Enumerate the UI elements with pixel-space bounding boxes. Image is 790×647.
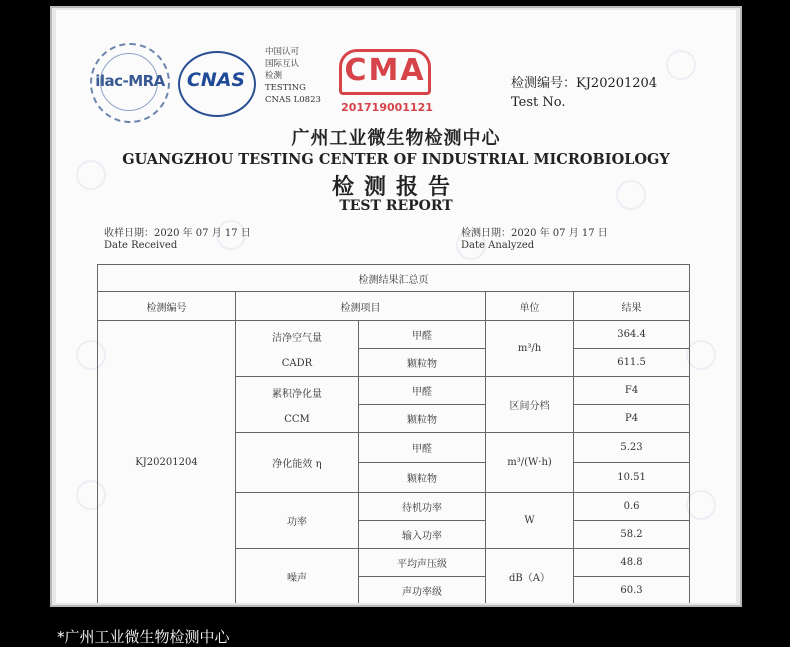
cma-logo-text: CMA xyxy=(344,53,426,88)
result-cell: 611.5 xyxy=(574,349,690,377)
sample-id-cell: KJ20201204 xyxy=(98,321,236,604)
item-label: 洁净空气量 xyxy=(272,332,322,344)
cma-logo xyxy=(339,49,435,99)
date-received-en: Date Received xyxy=(104,240,178,251)
sub-item: 颗粒物 xyxy=(359,463,486,493)
unit-cell: dB（A） xyxy=(486,549,574,604)
sub-item: 平均声压级 xyxy=(359,549,486,577)
item-label: 累积净化量 xyxy=(272,388,322,400)
date-analyzed-en: Date Analyzed xyxy=(461,240,535,251)
cnas-line: 检测 xyxy=(265,71,283,81)
result-cell: 5.23 xyxy=(574,433,690,463)
item-efficiency xyxy=(236,433,359,493)
item-noise xyxy=(236,549,359,604)
report-frame xyxy=(50,6,742,607)
result-cell: 58.2 xyxy=(574,521,690,549)
result-cell: 48.8 xyxy=(574,549,690,577)
cnas-logo-text: CNAS xyxy=(186,69,246,91)
report-title-cn: 检测报告 xyxy=(331,174,460,200)
date-analyzed xyxy=(461,228,608,252)
unit-cell: 区间分档 xyxy=(486,377,574,433)
sub-item: 声功率级 xyxy=(359,577,486,604)
report-title-en: TEST REPORT xyxy=(339,198,453,214)
result-cell: 60.3 xyxy=(574,577,690,604)
sub-item: 颗粒物 xyxy=(359,349,486,377)
result-cell: 364.4 xyxy=(574,321,690,349)
result-cell: 0.6 xyxy=(574,493,690,521)
item-power xyxy=(236,493,359,549)
cnas-line: 中国认可 xyxy=(265,47,300,57)
sub-item: 甲醛 xyxy=(359,377,486,405)
center-title-cn: 广州工业微生物检测中心 xyxy=(291,128,501,149)
test-number-en: Test No. xyxy=(511,95,566,110)
item-label: 噪声 xyxy=(287,573,307,584)
test-number xyxy=(511,74,657,112)
sub-item: 颗粒物 xyxy=(359,405,486,433)
unit-cell: m³/h xyxy=(486,321,574,377)
report-paper xyxy=(56,10,736,603)
item-label: 净化能效 η xyxy=(272,459,322,470)
date-analyzed-cn: 检测日期：2020 年 07 月 17 日 xyxy=(461,228,608,239)
date-received-cn: 收样日期：2020 年 07 月 17 日 xyxy=(104,228,251,239)
ilac-logo-text: ilac-MRA xyxy=(95,72,165,90)
result-cell: 10.51 xyxy=(574,463,690,493)
test-number-cn: 检测编号：KJ20201204 xyxy=(511,76,658,91)
image-caption: *广州工业微生物检测中心 xyxy=(57,628,230,646)
header-result: 结果 xyxy=(574,292,690,321)
cnas-side-text xyxy=(265,46,321,106)
cnas-line: 国际互认 xyxy=(265,59,300,69)
sub-item: 待机功率 xyxy=(359,493,486,521)
center-title-en: GUANGZHOU TESTING CENTER OF INDUSTRIAL MICROBIOLOGY xyxy=(122,151,670,168)
table-caption: 检测结果汇总页 xyxy=(98,265,690,292)
item-label: 功率 xyxy=(287,517,307,528)
cnas-logo xyxy=(178,51,254,115)
header-item: 检测项目 xyxy=(236,292,486,321)
item-label: CCM xyxy=(284,413,310,425)
ilac-mra-logo xyxy=(90,43,170,123)
sub-item: 甲醛 xyxy=(359,433,486,463)
result-cell: F4 xyxy=(574,377,690,405)
header-unit: 单位 xyxy=(486,292,574,321)
cnas-line: CNAS L0823 xyxy=(265,95,321,105)
cma-number: 201719001121 xyxy=(341,101,433,114)
result-cell: P4 xyxy=(574,405,690,433)
item-cadr xyxy=(236,321,359,377)
results-table xyxy=(97,264,690,603)
item-ccm xyxy=(236,377,359,433)
cnas-line: TESTING xyxy=(265,83,306,93)
header-sample-id: 检测编号 xyxy=(98,292,236,321)
unit-cell: m³/(W·h) xyxy=(486,433,574,493)
item-label: CADR xyxy=(281,357,313,369)
date-received xyxy=(104,228,251,252)
sub-item: 输入功率 xyxy=(359,521,486,549)
unit-cell: W xyxy=(486,493,574,549)
sub-item: 甲醛 xyxy=(359,321,486,349)
